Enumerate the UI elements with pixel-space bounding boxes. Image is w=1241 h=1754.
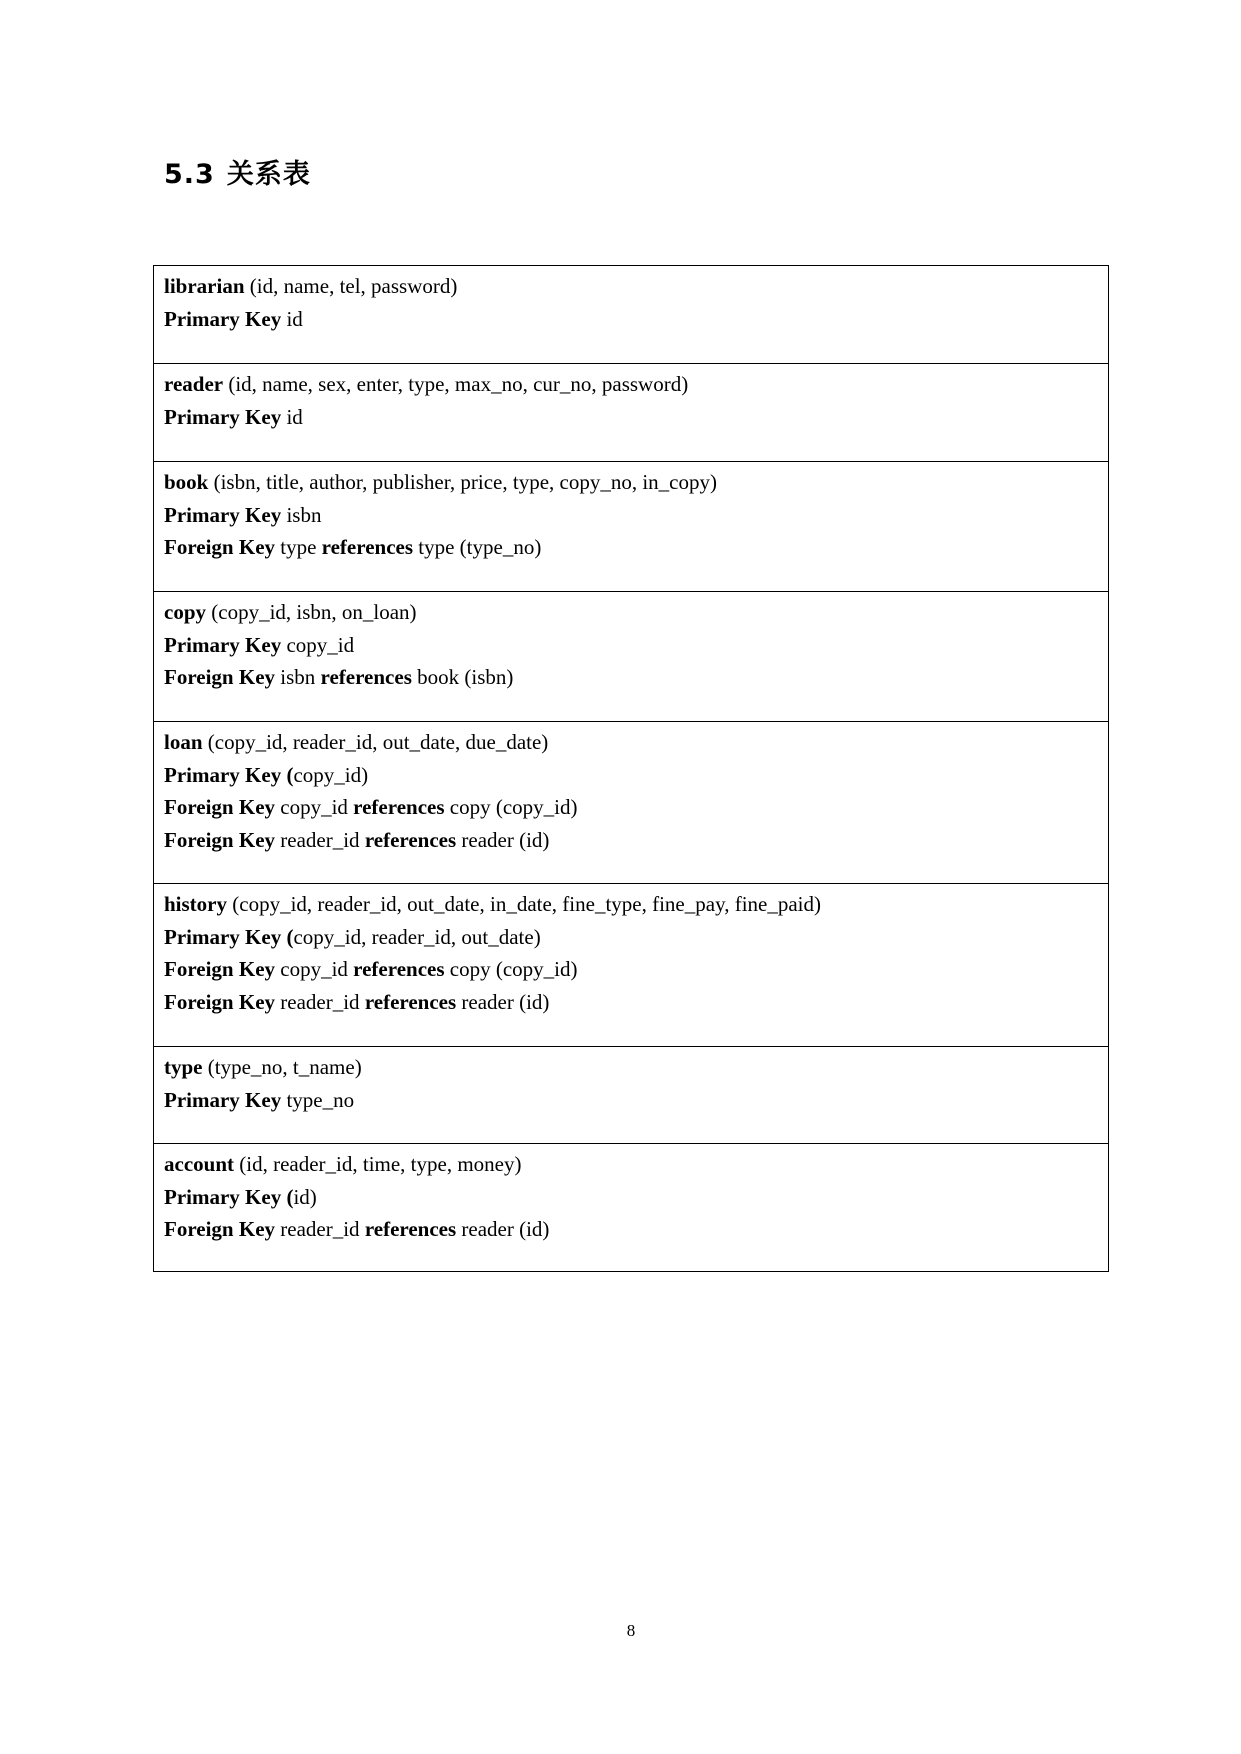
- relation-account: [154, 1144, 1108, 1271]
- foreign-key-column: copy_id: [280, 957, 348, 981]
- primary-key-label: Primary Key (: [164, 762, 294, 787]
- relation-book: [154, 462, 1108, 592]
- primary-key-columns: copy_id: [286, 632, 355, 657]
- relation-name: reader: [164, 372, 224, 396]
- references-keyword: references: [364, 1217, 457, 1241]
- primary-key-line: [164, 401, 1098, 434]
- relation-attributes: (id, reader_id, time, type, money): [239, 1152, 522, 1176]
- primary-key-columns: isbn: [286, 502, 322, 527]
- relation-schema-line: [164, 596, 1098, 629]
- relation-attributes: (copy_id, reader_id, out_date, in_date, fine_type, fine_pay, fine_paid): [232, 892, 822, 916]
- primary-key-columns: id: [286, 306, 303, 331]
- primary-key-label: Primary Key: [164, 1087, 282, 1112]
- relation-history: [154, 884, 1108, 1047]
- references-keyword: references: [353, 795, 445, 819]
- relation-copy: [154, 592, 1108, 722]
- relation-name: account: [164, 1152, 234, 1176]
- foreign-key-label: Foreign Key: [164, 665, 276, 689]
- primary-key-line: [164, 499, 1098, 532]
- relation-schema-line: [164, 888, 1098, 921]
- references-keyword: references: [364, 989, 457, 1014]
- foreign-key-line: [164, 661, 1098, 694]
- relation-schema-line: [164, 270, 1098, 303]
- primary-key-label: Primary Key: [164, 306, 282, 331]
- primary-key-line: [164, 629, 1098, 662]
- section-number: 5.3: [164, 159, 215, 190]
- primary-key-line: [164, 759, 1098, 792]
- foreign-key-label: Foreign Key: [164, 989, 276, 1014]
- relation-librarian: [154, 266, 1108, 364]
- relation-schema-line: [164, 368, 1098, 401]
- relation-name: book: [164, 470, 209, 494]
- section-heading: [164, 152, 311, 191]
- foreign-key-label: Foreign Key: [164, 535, 276, 559]
- references-keyword: references: [364, 827, 457, 852]
- primary-key-label: Primary Key (: [164, 1184, 294, 1209]
- foreign-key-line: [164, 986, 1098, 1019]
- references-keyword: references: [320, 665, 412, 689]
- relation-attributes: (id, name, tel, password): [249, 274, 458, 298]
- primary-key-line: [164, 921, 1098, 954]
- relation-schema-line: [164, 1148, 1098, 1181]
- foreign-key-line: [164, 953, 1098, 986]
- foreign-key-column: copy_id: [280, 795, 348, 819]
- primary-key-line: [164, 1181, 1098, 1214]
- references-keyword: references: [321, 535, 414, 559]
- foreign-key-label: Foreign Key: [164, 827, 276, 852]
- relation-attributes: (isbn, title, author, publisher, price, type, copy_no, in_copy): [213, 470, 717, 494]
- relation-loan: [154, 722, 1108, 884]
- foreign-key-label: Foreign Key: [164, 795, 276, 819]
- foreign-key-column: reader_id: [280, 989, 360, 1014]
- relation-attributes: (copy_id, reader_id, out_date, due_date): [207, 730, 549, 754]
- page-number: 8: [626, 1621, 636, 1640]
- relation-attributes: (copy_id, isbn, on_loan): [211, 600, 417, 624]
- references-keyword: references: [353, 957, 445, 981]
- primary-key-columns: copy_id, reader_id, out_date): [293, 924, 541, 949]
- relation-name: history: [164, 892, 227, 916]
- relation-schema-line: [164, 466, 1098, 499]
- foreign-key-label: Foreign Key: [164, 1217, 276, 1241]
- relations-table: [153, 265, 1109, 1272]
- primary-key-label: Primary Key: [164, 404, 282, 429]
- primary-key-columns: id): [293, 1184, 317, 1209]
- primary-key-columns: copy_id): [293, 762, 369, 787]
- relation-schema-line: [164, 1051, 1098, 1084]
- foreign-key-line: [164, 791, 1098, 824]
- foreign-key-line: [164, 531, 1098, 564]
- foreign-key-target: copy (copy_id): [449, 957, 578, 981]
- relation-schema-line: [164, 726, 1098, 759]
- foreign-key-column: reader_id: [280, 827, 360, 852]
- foreign-key-target: reader (id): [461, 1217, 550, 1241]
- relation-attributes: (id, name, sex, enter, type, max_no, cur_no, password): [228, 372, 689, 396]
- primary-key-label: Primary Key: [164, 502, 282, 527]
- foreign-key-target: copy (copy_id): [449, 795, 578, 819]
- foreign-key-column: reader_id: [280, 1217, 360, 1241]
- primary-key-label: Primary Key: [164, 632, 282, 657]
- foreign-key-line: [164, 824, 1098, 857]
- primary-key-label: Primary Key (: [164, 924, 294, 949]
- relation-reader: [154, 364, 1108, 462]
- section-title: 关系表: [226, 159, 311, 190]
- relation-name: loan: [164, 730, 203, 754]
- primary-key-line: [164, 1084, 1098, 1117]
- relation-attributes: (type_no, t_name): [207, 1055, 362, 1079]
- foreign-key-target: book (isbn): [417, 665, 514, 689]
- foreign-key-label: Foreign Key: [164, 957, 276, 981]
- foreign-key-column: isbn: [280, 665, 316, 689]
- foreign-key-column: type: [280, 535, 317, 559]
- foreign-key-target: type (type_no): [418, 535, 542, 559]
- primary-key-columns: id: [286, 404, 303, 429]
- foreign-key-line: [164, 1213, 1098, 1246]
- foreign-key-target: reader (id): [461, 827, 550, 852]
- primary-key-line: [164, 303, 1098, 336]
- relation-type: [154, 1047, 1108, 1144]
- primary-key-columns: type_no: [286, 1087, 355, 1112]
- foreign-key-target: reader (id): [461, 989, 550, 1014]
- relation-name: librarian: [164, 274, 245, 298]
- relation-name: copy: [164, 600, 206, 624]
- relation-name: type: [164, 1055, 203, 1079]
